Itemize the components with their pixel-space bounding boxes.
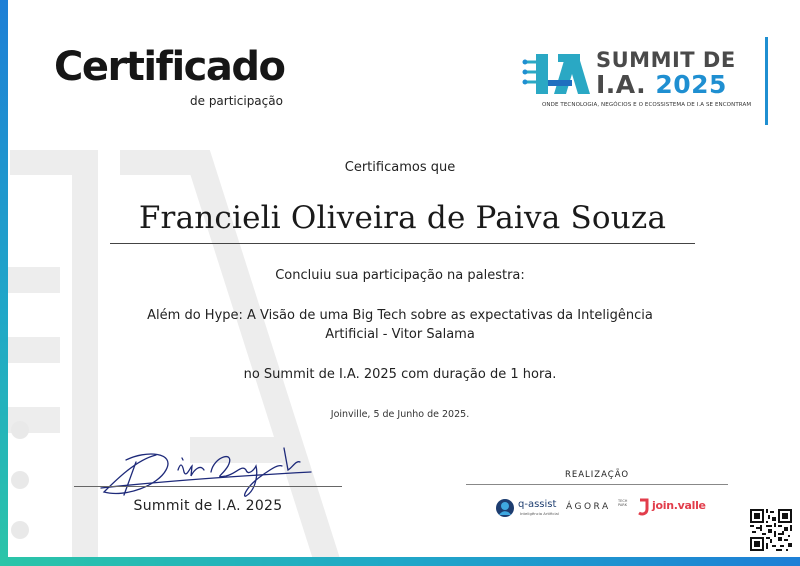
realization-line	[466, 484, 728, 485]
talk-title	[70, 306, 730, 344]
logo-tagline: ONDE TECNOLOGIA, NEGÓCIOS E O ECOSSISTEMA DE I.A SE ENCONTRAM	[542, 102, 752, 108]
partner-joinvalle: join.valle	[652, 499, 706, 512]
agora-sub-park: PARK	[618, 503, 628, 507]
qr-code-icon[interactable]	[750, 509, 792, 551]
q-assist-name: q-assist	[518, 499, 557, 510]
concluded-text: Concluiu sua participação na palestra:	[275, 268, 525, 283]
certificate-title: Certificado	[54, 44, 285, 90]
bottom-accent-bar	[0, 557, 800, 566]
q-assist-logo-icon	[494, 497, 516, 519]
partner-logos	[494, 496, 714, 520]
signer-name: Summit de I.A. 2025	[133, 498, 283, 514]
joinvalle-logo-icon	[638, 498, 650, 516]
agora-sub-tech: TECH	[618, 499, 628, 503]
signature-line	[74, 486, 342, 487]
logo-summit-de: SUMMIT DE	[596, 48, 736, 72]
certificate-subtitle: de participação	[190, 94, 283, 108]
place-date-text: Joinville, 5 de Junho de 2025.	[330, 409, 470, 420]
summit-logo	[522, 44, 752, 116]
partner-agora: ÁGORA	[566, 502, 611, 512]
certify-text: Certificamos que	[344, 160, 456, 175]
logo-year-text: 2025	[655, 70, 727, 99]
handwritten-signature	[96, 440, 316, 502]
participant-name: Francieli Oliveira de Paiva Souza	[138, 200, 667, 236]
name-underline	[110, 243, 695, 244]
logo-ia-text: I.A.	[596, 70, 647, 99]
logo-ia-2025	[596, 70, 727, 99]
summit-ia-logo-mark	[522, 50, 592, 98]
left-accent-bar	[0, 0, 8, 566]
q-assist-sub: Inteligência Artificial	[520, 511, 559, 516]
summit-duration-text: no Summit de I.A. 2025 com duração de 1 hora.	[243, 367, 557, 382]
logo-divider-line	[765, 37, 768, 125]
agora-sub	[618, 499, 627, 507]
realization-label: REALIZAÇÃO	[564, 470, 630, 480]
talk-title-line1: Além do Hype: A Visão de uma Big Tech sobre as expectativas da Inteligência	[147, 308, 653, 323]
talk-title-line2: Artificial - Vitor Salama	[325, 327, 475, 342]
